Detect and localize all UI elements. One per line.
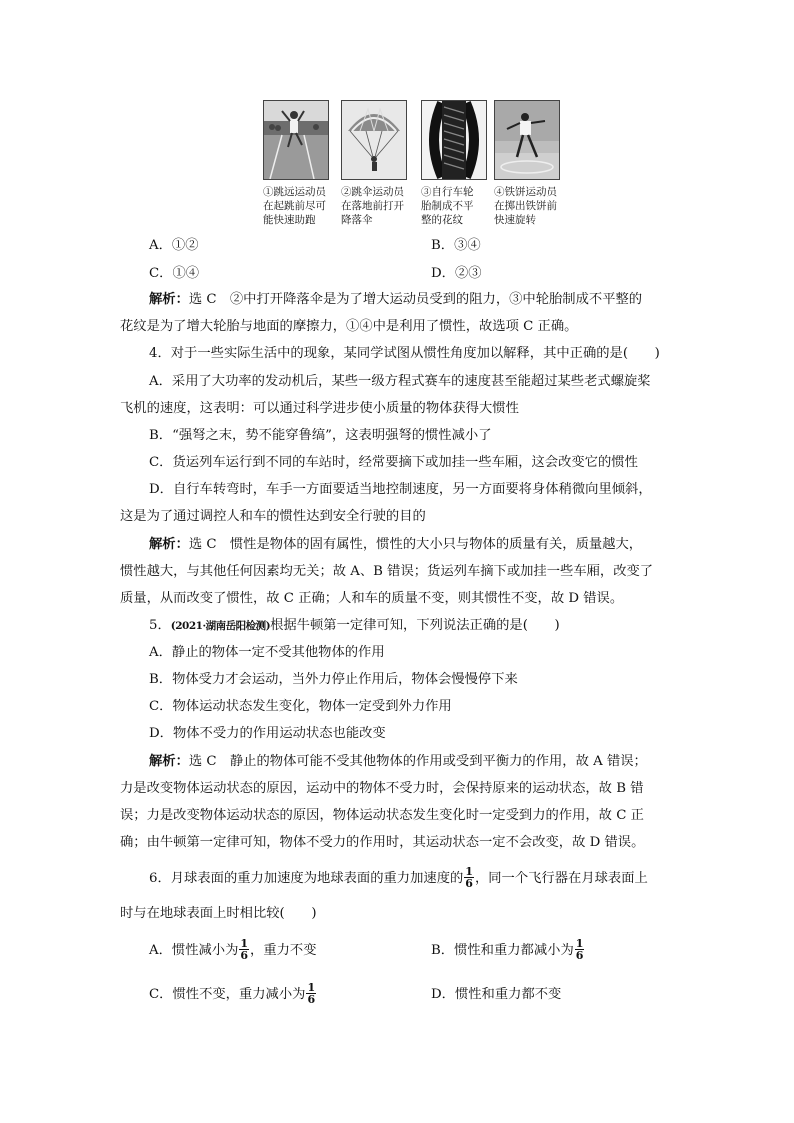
fraction-denominator: 6 bbox=[240, 949, 249, 962]
analysis-label: 解析： bbox=[149, 537, 189, 552]
q3-analysis-line bbox=[149, 292, 642, 308]
fraction-one-sixth bbox=[306, 982, 316, 1005]
q4-option-a: A．采用了大功率的发动机后，某些一级方程式赛车的速度甚至能超过某些老式螺旋桨 bbox=[149, 374, 651, 389]
q5-analysis-line bbox=[149, 754, 647, 770]
q5-stem bbox=[149, 618, 560, 634]
figure-caption: ④铁饼运动员 在掷出铁饼前 快速旋转 bbox=[494, 186, 557, 226]
bicycle-tire-photo bbox=[421, 100, 487, 180]
figure-caption: ①跳远运动员 在起跳前尽可 能快速助跑 bbox=[263, 186, 326, 226]
analysis-text: 选 C 惯性是物体的固有属性，惯性的大小只与物体的质量有关，质量越大， bbox=[188, 537, 643, 552]
q5-source: (2021·湖南岳阳检测) bbox=[170, 620, 271, 632]
figure-bicycle-tire bbox=[421, 100, 487, 227]
q6-option-d: D．惯性和重力都不变 bbox=[431, 987, 562, 1002]
q6-stem bbox=[149, 866, 648, 892]
figure-caption: ③自行车轮 胎制成不平 整的花纹 bbox=[421, 186, 474, 226]
q3-analysis-line: 花纹是为了增大轮胎与地面的摩擦力，①④中是利用了惯性，故选项 C 正确。 bbox=[120, 319, 578, 334]
fraction-denominator: 6 bbox=[575, 949, 584, 962]
fraction-denominator: 6 bbox=[307, 993, 316, 1006]
analysis-label: 解析： bbox=[149, 292, 189, 307]
q4-analysis-line: 惯性越大，与其他任何因素均无关；故 A、B 错误；货运列车摘下或加挂一些车厢，改变了 bbox=[120, 564, 654, 579]
q4-analysis-line bbox=[149, 537, 642, 553]
fraction-numerator: 1 bbox=[307, 981, 316, 994]
long-jump-photo bbox=[263, 100, 329, 180]
q4-stem: 4．对于一些实际生活中的现象，某同学试图从惯性角度加以解释，其中正确的是( ) bbox=[149, 346, 660, 361]
q6-option-b bbox=[431, 938, 585, 964]
discus-thrower-photo bbox=[494, 100, 560, 180]
fraction-numerator: 1 bbox=[240, 937, 249, 950]
fraction-one-sixth bbox=[239, 938, 249, 961]
q5-analysis-line: 确；由牛顿第一定律可知，物体不受力的作用时，其运动状态一定不会改变，故 D 错误。 bbox=[120, 835, 645, 850]
q3-option-c: C．①④ bbox=[149, 266, 200, 281]
q3-option-b: B．③④ bbox=[431, 238, 481, 253]
fraction-denominator: 6 bbox=[465, 877, 473, 890]
fraction-one-sixth bbox=[464, 866, 474, 889]
option-text: B．惯性和重力都减小为 bbox=[431, 943, 574, 958]
option-text: C．惯性不变，重力减小为 bbox=[149, 987, 306, 1002]
q4-option-a-cont: 飞机的速度，这表明：可以通过科学进步使小质量的物体获得大惯性 bbox=[120, 401, 519, 416]
q6-stem-text: ，同一个飞行器在月球表面上 bbox=[474, 871, 648, 886]
q4-option-b: B．“强弩之末，势不能穿鲁缟”，这表明强弩的惯性减小了 bbox=[149, 428, 492, 443]
q3-option-a: A．①② bbox=[149, 238, 199, 253]
figure-long-jump bbox=[263, 100, 329, 227]
fraction-one-sixth bbox=[575, 938, 585, 961]
q4-option-c: C．货运列车运行到不同的车站时，经常要摘下或加挂一些车厢，这会改变它的惯性 bbox=[149, 455, 638, 470]
figure-discus bbox=[494, 100, 560, 227]
figure-parachute bbox=[341, 100, 407, 227]
q4-analysis-line: 质量，从而改变了惯性，故 C 正确；人和车的质量不变，则其惯性不变，故 D 错误。 bbox=[120, 591, 624, 606]
analysis-label: 解析： bbox=[149, 754, 189, 769]
fraction-numerator: 1 bbox=[465, 865, 473, 878]
parachute-photo bbox=[341, 100, 407, 180]
fraction-numerator: 1 bbox=[575, 937, 584, 950]
q5-analysis-line: 力是改变物体运动状态的原因，运动中的物体不受力时，会保持原来的运动状态，故 B 错 bbox=[120, 781, 644, 796]
analysis-text: 选 C ②中打开降落伞是为了增大运动员受到的阻力，③中轮胎制成不平整的 bbox=[188, 292, 643, 307]
q5-option-a: A．静止的物体一定不受其他物体的作用 bbox=[149, 645, 385, 660]
option-text: A．惯性减小为 bbox=[149, 943, 239, 958]
figure-caption: ②跳伞运动员 在落地前打开 降落伞 bbox=[341, 186, 404, 226]
q5-option-d: D．物体不受力的作用运动状态也能改变 bbox=[149, 726, 386, 741]
q3-option-d: D．②③ bbox=[431, 266, 482, 281]
q5-stem-text: 根据牛顿第一定律可知，下列说法正确的是( ) bbox=[270, 618, 560, 633]
q5-option-c: C．物体运动状态发生变化，物体一定受到外力作用 bbox=[149, 699, 452, 714]
q6-stem-text: 6．月球表面的重力加速度为地球表面的重力加速度的 bbox=[149, 871, 464, 886]
q5-analysis-line: 误；力是改变物体运动状态的原因，物体运动状态发生变化时一定受到力的作用，故 C 正 bbox=[120, 808, 644, 823]
q6-option-c bbox=[149, 982, 317, 1008]
q4-option-d-cont: 这是为了通过调控人和车的惯性达到安全行驶的目的 bbox=[120, 509, 426, 524]
analysis-text: 选 C 静止的物体可能不受其他物体的作用或受到平衡力的作用，故 A 错误； bbox=[188, 754, 647, 769]
option-text: ，重力不变 bbox=[250, 943, 317, 958]
q5-option-b: B．物体受力才会运动，当外力停止作用后，物体会慢慢停下来 bbox=[149, 672, 518, 687]
q6-stem-line2: 时与在地球表面上时相比较( ) bbox=[120, 906, 317, 921]
q5-number: 5． bbox=[149, 618, 171, 633]
q6-option-a bbox=[149, 938, 317, 964]
q4-option-d: D．自行车转弯时，车手一方面要适当地控制速度，另一方面要将身体稍微向里倾斜， bbox=[149, 482, 652, 497]
